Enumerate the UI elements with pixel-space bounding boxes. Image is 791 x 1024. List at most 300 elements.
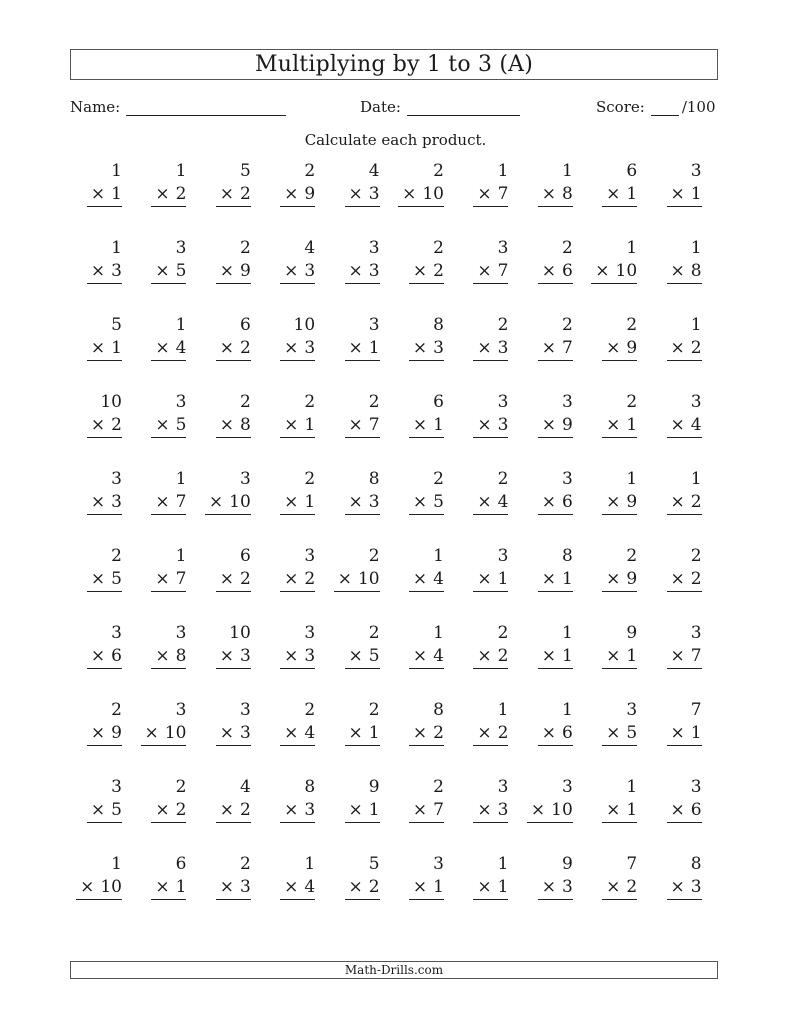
problem-8-1 (70, 699, 134, 747)
problem-1-6 (392, 160, 456, 208)
multiplier-row (602, 337, 637, 361)
multiplier: 10 (551, 800, 573, 820)
multiplicand: 6 (626, 161, 638, 181)
problem-4-5 (328, 391, 392, 439)
multiplier: 1 (561, 646, 573, 666)
multiplier: 2 (433, 723, 444, 743)
multiplicand: 1 (175, 469, 187, 489)
times-sign: × (670, 800, 685, 820)
multiplicand: 2 (175, 777, 187, 797)
multiplier-row (87, 414, 122, 438)
times-sign: × (90, 492, 106, 512)
times-sign: × (155, 646, 170, 666)
multiplier: 4 (433, 569, 444, 589)
multiplier-row (87, 568, 122, 592)
multiplier: 3 (239, 723, 251, 743)
times-sign: × (606, 415, 621, 435)
multiplicand: 3 (497, 777, 509, 797)
multiplier: 10 (357, 569, 380, 589)
multiplier-row (345, 414, 380, 438)
multiplicand: 10 (293, 315, 316, 335)
multiplicand: 6 (239, 315, 251, 335)
times-sign: × (412, 877, 428, 897)
problem-4-2 (134, 391, 198, 439)
multiplier: 5 (175, 261, 187, 281)
multiplicand: 3 (239, 700, 251, 720)
problem-5-1 (70, 468, 134, 516)
times-sign: × (155, 569, 170, 589)
multiplier-row (345, 799, 380, 823)
name-field-group (70, 98, 286, 116)
multiplier: 2 (497, 723, 509, 743)
problem-1-2 (134, 160, 198, 208)
multiplier-row (473, 568, 508, 592)
multiplicand: 2 (497, 623, 509, 643)
times-sign: × (284, 646, 299, 666)
multiplier-row (667, 260, 702, 284)
multiplier: 2 (690, 569, 702, 589)
multiplier: 2 (433, 261, 444, 281)
multiplier: 3 (239, 646, 251, 666)
multiplier-row (473, 876, 508, 900)
times-sign: × (477, 646, 492, 666)
times-sign: × (541, 261, 556, 281)
multiplier: 3 (497, 415, 509, 435)
times-sign: × (219, 646, 234, 666)
times-sign: × (595, 261, 610, 281)
multiplicand: 1 (690, 238, 702, 258)
times-sign: × (284, 261, 299, 281)
multiplicand: 3 (690, 392, 702, 412)
times-sign: × (284, 415, 299, 435)
multiplier-row (345, 722, 380, 746)
multiplier-row (409, 645, 444, 669)
times-sign: × (348, 338, 363, 358)
multiplier-row (280, 876, 315, 900)
times-sign: × (337, 569, 352, 589)
multiplier: 3 (239, 877, 251, 897)
times-sign: × (348, 800, 363, 820)
problem-9-8 (521, 776, 585, 824)
multiplier: 6 (561, 492, 573, 512)
problem-10-6 (392, 853, 456, 901)
problem-2-5 (328, 237, 392, 285)
multiplier-row (216, 645, 251, 669)
multiplier: 9 (626, 569, 638, 589)
multiplier-row (345, 645, 380, 669)
multiplier: 2 (626, 877, 638, 897)
multiplicand: 6 (239, 546, 251, 566)
times-sign: × (155, 877, 170, 897)
multiplier: 3 (368, 261, 380, 281)
problem-10-3 (199, 853, 263, 901)
multiplier: 8 (239, 415, 251, 435)
times-sign: × (402, 184, 417, 204)
problem-2-7 (456, 237, 520, 285)
problem-7-5 (328, 622, 392, 670)
times-sign: × (541, 569, 556, 589)
times-sign: × (80, 877, 95, 897)
problem-8-8 (521, 699, 585, 747)
times-sign: × (412, 261, 428, 281)
title-text: Multiplying by 1 to 3 (A) (254, 52, 534, 77)
multiplicand: 3 (561, 469, 573, 489)
problem-10-1 (70, 853, 134, 901)
problem-10-7 (456, 853, 520, 901)
multiplier-row (667, 876, 702, 900)
score-total: /100 (681, 98, 716, 116)
multiplier: 1 (175, 877, 187, 897)
problem-5-9 (585, 468, 649, 516)
multiplicand: 2 (368, 623, 380, 643)
multiplicand: 1 (111, 854, 122, 874)
multiplier: 3 (497, 800, 509, 820)
times-sign: × (219, 261, 234, 281)
times-sign: × (412, 338, 428, 358)
multiplicand: 9 (561, 854, 573, 874)
times-sign: × (541, 492, 556, 512)
problem-2-10 (650, 237, 714, 285)
multiplier: 5 (111, 569, 122, 589)
multiplicand: 4 (304, 238, 316, 258)
multiplicand: 2 (433, 777, 444, 797)
problem-5-4 (263, 468, 327, 516)
multiplier: 7 (175, 492, 187, 512)
problem-7-6 (392, 622, 456, 670)
multiplicand: 5 (368, 854, 380, 874)
multiplier-row (345, 183, 380, 207)
multiplier-row (602, 876, 637, 900)
problem-9-7 (456, 776, 520, 824)
times-sign: × (670, 569, 685, 589)
multiplier: 3 (497, 338, 509, 358)
multiplicand: 2 (111, 546, 122, 566)
multiplier-row (151, 645, 186, 669)
problem-6-3 (199, 545, 263, 593)
multiplier-row (538, 876, 573, 900)
multiplier: 3 (111, 492, 122, 512)
multiplier-row (602, 183, 637, 207)
multiplicand: 2 (497, 315, 509, 335)
times-sign: × (670, 646, 685, 666)
multiplier: 9 (111, 723, 122, 743)
problem-10-10 (650, 853, 714, 901)
multiplier-row (151, 337, 186, 361)
multiplier-row (538, 414, 573, 438)
problem-9-4 (263, 776, 327, 824)
times-sign: × (90, 184, 106, 204)
multiplier: 2 (690, 338, 702, 358)
times-sign: × (348, 646, 363, 666)
times-sign: × (90, 723, 106, 743)
multiplicand: 2 (304, 392, 316, 412)
problem-1-3 (199, 160, 263, 208)
times-sign: × (606, 646, 621, 666)
multiplier: 1 (304, 415, 316, 435)
multiplier: 5 (368, 646, 380, 666)
multiplier-row (280, 645, 315, 669)
problem-8-9 (585, 699, 649, 747)
times-sign: × (219, 415, 234, 435)
multiplicand: 6 (175, 854, 187, 874)
times-sign: × (219, 877, 234, 897)
multiplier-row (151, 183, 186, 207)
multiplicand: 9 (368, 777, 380, 797)
multiplier-row (216, 183, 251, 207)
multiplier: 3 (433, 338, 444, 358)
multiplicand: 2 (239, 392, 251, 412)
times-sign: × (541, 184, 556, 204)
times-sign: × (412, 492, 428, 512)
multiplier-row (398, 183, 444, 207)
multiplier: 9 (626, 338, 638, 358)
times-sign: × (477, 184, 492, 204)
problem-8-10 (650, 699, 714, 747)
multiplier-row (602, 645, 637, 669)
times-sign: × (284, 723, 299, 743)
times-sign: × (541, 723, 556, 743)
times-sign: × (155, 492, 170, 512)
multiplier: 2 (239, 569, 251, 589)
multiplicand: 2 (304, 469, 316, 489)
multiplier-row (473, 491, 508, 515)
multiplier-row (87, 260, 122, 284)
multiplier-row (280, 183, 315, 207)
times-sign: × (541, 338, 556, 358)
multiplicand: 2 (561, 238, 573, 258)
multiplicand: 2 (433, 238, 444, 258)
multiplier: 1 (626, 184, 638, 204)
multiplier: 10 (164, 723, 187, 743)
multiplier-row (667, 337, 702, 361)
multiplier-row (87, 645, 122, 669)
problem-6-9 (585, 545, 649, 593)
times-sign: × (90, 261, 106, 281)
times-sign: × (670, 723, 685, 743)
times-sign: × (284, 800, 299, 820)
multiplicand: 2 (626, 546, 638, 566)
multiplier: 7 (690, 646, 702, 666)
multiplier-row (280, 260, 315, 284)
multiplicand: 8 (433, 315, 444, 335)
times-sign: × (144, 723, 159, 743)
problem-2-4 (263, 237, 327, 285)
problem-6-2 (134, 545, 198, 593)
multiplier-row (602, 414, 637, 438)
multiplier: 7 (497, 261, 509, 281)
problem-3-5 (328, 314, 392, 362)
multiplier: 4 (497, 492, 509, 512)
multiplicand: 1 (497, 854, 509, 874)
multiplicand: 10 (229, 623, 251, 643)
multiplicand: 1 (304, 854, 316, 874)
multiplier-row (151, 414, 186, 438)
multiplicand: 2 (497, 469, 509, 489)
problem-5-3 (199, 468, 263, 516)
multiplier: 1 (433, 415, 444, 435)
multiplier: 2 (175, 184, 187, 204)
times-sign: × (606, 877, 621, 897)
multiplicand: 1 (175, 161, 187, 181)
problem-8-2 (134, 699, 198, 747)
multiplier: 1 (626, 800, 638, 820)
multiplier: 2 (239, 800, 251, 820)
multiplicand: 2 (626, 315, 638, 335)
multiplier-row (667, 183, 702, 207)
problem-4-7 (456, 391, 520, 439)
multiplicand: 1 (497, 161, 509, 181)
times-sign: × (348, 261, 363, 281)
problem-5-7 (456, 468, 520, 516)
multiplier-row (87, 337, 122, 361)
multiplier: 2 (304, 569, 316, 589)
problem-6-8 (521, 545, 585, 593)
problem-5-6 (392, 468, 456, 516)
multiplicand: 3 (175, 392, 187, 412)
multiplier-row (280, 799, 315, 823)
multiplicand: 3 (433, 854, 444, 874)
times-sign: × (219, 338, 234, 358)
date-field-group (360, 98, 520, 116)
multiplicand: 2 (626, 392, 638, 412)
problem-5-2 (134, 468, 198, 516)
multiplier: 9 (239, 261, 251, 281)
times-sign: × (348, 415, 363, 435)
problem-1-7 (456, 160, 520, 208)
multiplicand: 1 (433, 623, 444, 643)
times-sign: × (155, 261, 170, 281)
times-sign: × (90, 338, 106, 358)
times-sign: × (219, 569, 234, 589)
multiplier: 8 (690, 261, 702, 281)
multiplicand: 2 (111, 700, 122, 720)
problem-8-7 (456, 699, 520, 747)
multiplier-row (87, 183, 122, 207)
multiplier: 10 (422, 184, 444, 204)
multiplier-row (538, 645, 573, 669)
multiplicand: 8 (561, 546, 573, 566)
multiplicand: 1 (626, 469, 638, 489)
multiplicand: 4 (239, 777, 251, 797)
times-sign: × (90, 569, 106, 589)
multiplier-row (473, 260, 508, 284)
problem-3-1 (70, 314, 134, 362)
multiplier-row (216, 260, 251, 284)
multiplier-row (216, 722, 251, 746)
multiplicand: 1 (561, 700, 573, 720)
multiplier: 4 (690, 415, 702, 435)
problem-7-9 (585, 622, 649, 670)
date-label: Date: (360, 98, 401, 116)
student-info-row (70, 98, 720, 122)
problem-10-9 (585, 853, 649, 901)
problem-7-10 (650, 622, 714, 670)
multiplier-row (409, 722, 444, 746)
worksheet-title (70, 49, 718, 80)
times-sign: × (219, 800, 234, 820)
date-blank-line[interactable] (407, 99, 520, 116)
multiplier-row (667, 799, 702, 823)
multiplier: 7 (175, 569, 187, 589)
problem-9-5 (328, 776, 392, 824)
multiplier: 6 (111, 646, 122, 666)
multiplier: 1 (690, 184, 702, 204)
times-sign: × (155, 415, 170, 435)
footer-text: Math-Drills.com (344, 963, 444, 977)
multiplicand: 2 (433, 469, 444, 489)
multiplier-row (345, 260, 380, 284)
problem-2-2 (134, 237, 198, 285)
multiplier: 9 (561, 415, 573, 435)
problem-6-5 (328, 545, 392, 593)
problem-5-10 (650, 468, 714, 516)
multiplier: 1 (690, 723, 702, 743)
problem-9-6 (392, 776, 456, 824)
multiplier: 1 (304, 492, 316, 512)
name-blank-line[interactable] (126, 99, 286, 116)
multiplicand: 3 (690, 161, 702, 181)
multiplier-row (602, 722, 637, 746)
times-sign: × (606, 338, 621, 358)
multiplicand: 1 (111, 238, 122, 258)
times-sign: × (90, 415, 106, 435)
multiplicand: 3 (497, 238, 509, 258)
times-sign: × (90, 800, 106, 820)
problem-4-3 (199, 391, 263, 439)
times-sign: × (90, 646, 106, 666)
multiplicand: 2 (239, 238, 251, 258)
problem-4-6 (392, 391, 456, 439)
multiplier: 1 (368, 338, 380, 358)
multiplier-row (538, 722, 573, 746)
multiplier-row (216, 414, 251, 438)
problem-7-8 (521, 622, 585, 670)
multiplier-row (87, 491, 122, 515)
multiplier: 7 (368, 415, 380, 435)
multiplicand: 5 (111, 315, 122, 335)
multiplier: 7 (433, 800, 444, 820)
name-label: Name: (70, 98, 121, 116)
problem-3-3 (199, 314, 263, 362)
score-blank-line[interactable] (651, 99, 679, 116)
multiplier: 1 (497, 569, 509, 589)
multiplicand: 8 (433, 700, 444, 720)
times-sign: × (670, 492, 685, 512)
multiplier-row (409, 876, 444, 900)
multiplicand: 3 (175, 623, 187, 643)
times-sign: × (670, 415, 685, 435)
problem-4-4 (263, 391, 327, 439)
multiplicand: 1 (626, 777, 638, 797)
problem-6-4 (263, 545, 327, 593)
times-sign: × (348, 877, 363, 897)
problem-9-2 (134, 776, 198, 824)
multiplier-row (409, 337, 444, 361)
times-sign: × (477, 338, 492, 358)
multiplier: 1 (111, 184, 122, 204)
multiplier-row (538, 568, 573, 592)
multiplier: 5 (626, 723, 638, 743)
problem-4-1 (70, 391, 134, 439)
problem-9-10 (650, 776, 714, 824)
multiplier: 5 (433, 492, 444, 512)
multiplier-row (216, 568, 251, 592)
multiplier-row (527, 799, 573, 823)
problem-1-1 (70, 160, 134, 208)
multiplier: 2 (368, 877, 380, 897)
score-field-group (596, 98, 716, 116)
multiplier-row (409, 414, 444, 438)
